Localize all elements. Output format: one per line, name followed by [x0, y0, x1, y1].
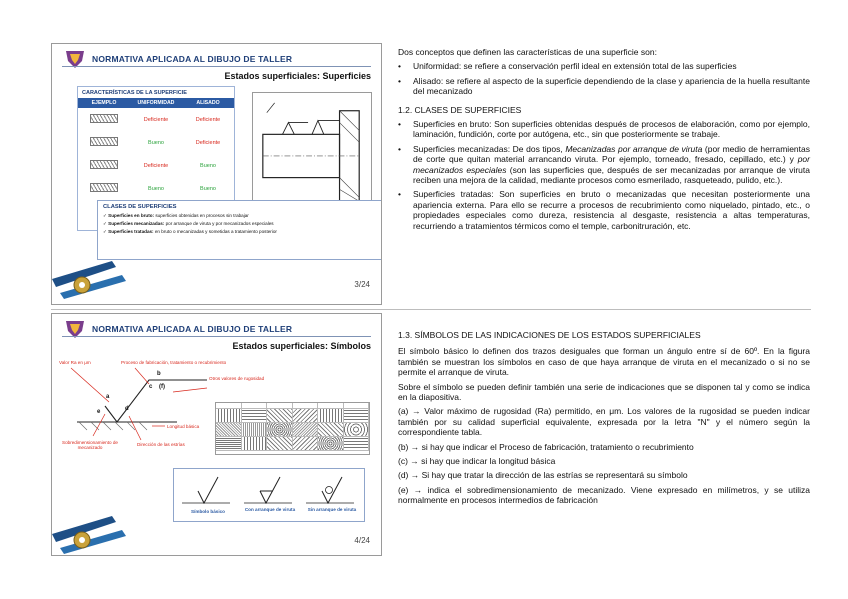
symbol-diagram	[57, 354, 265, 464]
text-run: (por medio de herramientas de corte que quitan material arrancando viruta. Por ejemplo, torneado, fresado, cepillado, etc.) y	[413, 143, 810, 165]
uniformity-value: Deficiente	[143, 162, 169, 169]
column-header: EJEMPLO	[91, 100, 117, 106]
part-drawing	[252, 92, 372, 217]
smoothness-value: Bueno	[200, 185, 216, 192]
column-header: UNIFORMIDAD	[137, 100, 175, 106]
uniformity-value: Bueno	[148, 185, 164, 192]
slide-thumbnail-4	[51, 313, 382, 556]
surface-sample	[90, 160, 118, 169]
surface-sample	[90, 114, 118, 123]
caption-with-removal: Con arranque de viruta	[244, 507, 296, 512]
lay-direction-table	[215, 402, 370, 455]
concepts-list	[398, 61, 810, 96]
symbol-letter-a: a	[106, 394, 110, 400]
caption-without-removal: Sin arranque de viruta	[307, 507, 357, 512]
label-direction: Dirección de las estrías	[137, 442, 185, 447]
uniformity-value: Bueno	[148, 139, 164, 146]
table-row	[78, 177, 234, 200]
tools-decoration-icon	[52, 504, 142, 554]
symbol-letter-f: (f)	[159, 384, 165, 390]
class-item: ✓ Superficies en bruto: superficies obtenidas en procesos sin trabajar	[103, 213, 249, 218]
section-heading: 1.3. SÍMBOLOS DE LAS INDICACIONES DE LOS ESTADOS SUPERFICIALES	[398, 330, 701, 340]
paragraph: (a) → Valor máximo de rugosidad (Ra) permitido, en μm. Los valores de la rugosidad se pueden indicar también por su calidad superficial equivalente, expresada por la letra "N" y el número según la correspondiente tabla.	[398, 406, 810, 438]
list-item	[398, 144, 810, 186]
surface-sample	[90, 183, 118, 192]
list-item: • Superficies tratadas: Son superficies en bruto o mecanizadas que necesitan posteriormente una apariencia externa. Para ello se recurre a procesos de recubrimiento como niquelado, pintado, etc., o propiedades especiales como dureza, resistencia al desgaste, resistencia a altas temperaturas, recurriendo a tratamientos térmicos como el temple, carbonitruración, etc.	[398, 189, 810, 231]
page-number: 4/24	[354, 536, 370, 545]
label-other-values: Otros valores de rugosidad	[209, 376, 265, 381]
table-row	[78, 154, 234, 177]
paragraph: (c) → si hay que indicar la longitud básica	[398, 456, 556, 467]
class-text: en bruto o mecanizadas y sometidas a tratamiento posterior	[154, 229, 277, 234]
basic-symbols-box	[173, 468, 365, 522]
symbol-letter-e: e	[97, 409, 101, 415]
list-item: • Superficies en bruto: Son superficies obtenidas después de procesos de elaboración, como por ejemplo, laminación, fundición, corte por autógena, etc., sin que posteriormente se trabaje.	[398, 119, 810, 140]
emphasis: por mecanizados especiales	[413, 154, 810, 175]
label-length: Longitud básica	[167, 424, 200, 429]
caption-basic-symbol: Símbolo básico	[191, 509, 225, 514]
class-term: Superficies en bruto:	[108, 213, 155, 218]
table-title: CARACTERÍSTICAS DE LA SUPERFICIE	[82, 90, 187, 96]
label-process: Proceso de fabricación, tratamiento o recubrimiento	[121, 360, 227, 365]
list-item: • Uniformidad: se refiere a conservación perfil ideal en extensión total de las superficies	[398, 61, 810, 71]
slide-title: NORMATIVA APLICADA AL DIBUJO DE TALLER	[92, 324, 293, 334]
class-term: Superficies mecanizadas:	[108, 221, 165, 226]
smoothness-value: Deficiente	[195, 139, 221, 146]
paragraph: (e) → indica el sobredimensionamiento de mecanizado. Viene expresado en milímetros, y se utiliza normalmente en procesos intermedios de fabricación	[398, 484, 810, 506]
page-divider	[51, 309, 811, 310]
section-heading: 1.2. CLASES DE SUPERFICIES	[398, 104, 522, 115]
class-text: superficies obtenidas en procesos sin trabajar	[155, 213, 249, 218]
table-row	[78, 131, 234, 154]
class-item: ✓ Superficies tratadas: en bruto o mecanizadas y sometidas a tratamiento posterior	[103, 229, 277, 234]
table-header	[78, 98, 234, 108]
text-run: (son las superficies que, después de ser mecanizadas por arranque de viruta reciben una mejora de la calidad, mediante procesos como esmerilado, rasqueteado, pulido, etc.).	[413, 164, 811, 186]
page-number: 3/24	[354, 280, 370, 289]
slide-subtitle: Estados superficiales: Símbolos	[232, 341, 371, 351]
symbol-letter-c: c	[149, 384, 153, 390]
text-run: Superficies mecanizadas: De dos tipos,	[413, 143, 566, 154]
paragraph: (d) → Si hay que tratar la dirección de las estrías se representará su símbolo	[398, 470, 688, 481]
slide-thumbnail-3	[51, 43, 382, 305]
class-text: por arranque de viruta y por mecanizados especiales	[165, 221, 274, 226]
list-item: • Alisado: se refiere al aspecto de la superficie dependiendo de la clase y apariencia de la huella resultante del mecanizado	[398, 76, 810, 97]
notes-section-2	[398, 330, 810, 510]
column-header: ALISADO	[196, 100, 220, 106]
smoothness-value: Deficiente	[195, 116, 221, 123]
tools-decoration-icon	[52, 249, 142, 299]
paragraph: (b) → si hay que indicar el Proceso de fabricación, tratamiento o recubrimiento	[398, 441, 694, 452]
title-rule	[62, 336, 371, 337]
surface-sample	[90, 137, 118, 146]
symbol-letter-b: b	[157, 371, 161, 377]
slide-subtitle: Estados superficiales: Superficies	[224, 71, 371, 81]
notes-section-1	[398, 47, 810, 235]
basic-symbols-icon	[174, 469, 366, 523]
smoothness-value: Bueno	[200, 162, 216, 169]
classes-title: CLASES DE SUPERFICIES	[103, 204, 177, 210]
label-ra-value: Valor Ra en μm	[59, 360, 91, 365]
uniformity-value: Deficiente	[143, 116, 169, 123]
paragraph: El símbolo básico lo definen dos trazos desiguales que forman un ángulo entre sí de 60º. En la figura también se muestran los símbolos en caso de que haya arranque de viruta en el mecanizado o si no se permite el arranque de viruta.	[398, 346, 810, 378]
title-rule	[62, 66, 371, 67]
classes-list	[398, 119, 810, 231]
intro-text: Dos conceptos que definen las características de una superficie son:	[398, 47, 657, 57]
table-row	[78, 108, 234, 131]
symbol-letter-d: d	[125, 406, 129, 412]
emphasis: Mecanizadas por arranque de viruta	[565, 143, 703, 154]
class-item: ✓ Superficies mecanizadas: por arranque de viruta y por mecanizados especiales	[103, 221, 274, 226]
paragraph: Sobre el símbolo se pueden definir también una serie de indicaciones que se disponen tal y como se indica en la diapositiva.	[398, 381, 810, 403]
slide-title: NORMATIVA APLICADA AL DIBUJO DE TALLER	[92, 54, 293, 64]
class-term: Superficies tratadas:	[108, 229, 154, 234]
label-oversize: Sobredimensionamiento de mecanizado	[62, 440, 118, 450]
